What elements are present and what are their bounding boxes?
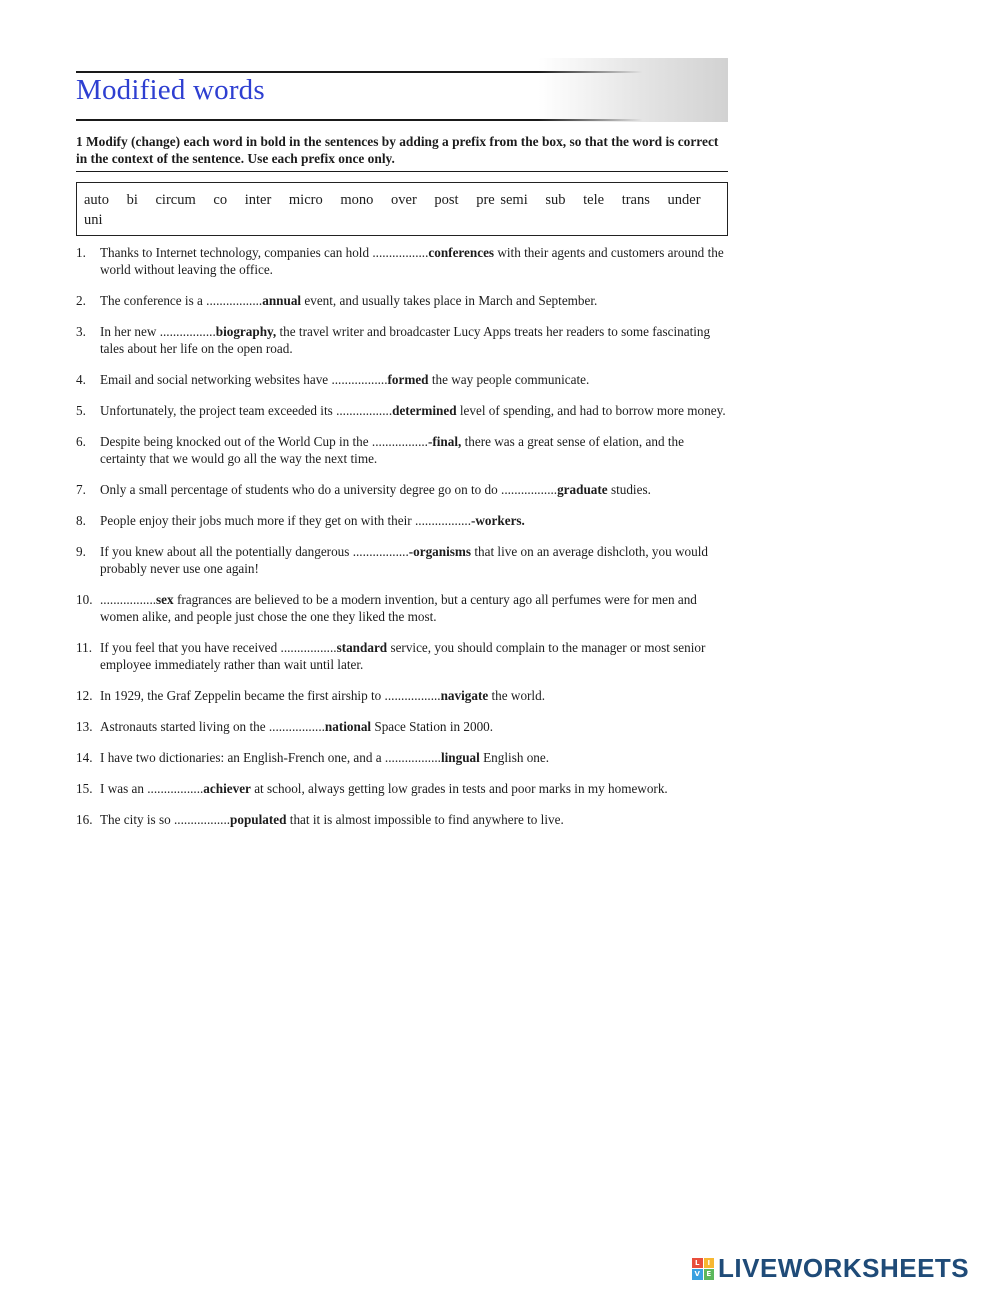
sentence-end: with their agents and customers around the world without leaving the office. bbox=[100, 245, 724, 277]
item-number: 7. bbox=[76, 482, 86, 497]
sentence-start: Email and social networking websites have bbox=[100, 372, 332, 387]
prefix-option: tele bbox=[583, 192, 605, 208]
prefix-option: post bbox=[434, 192, 459, 208]
liveworksheets-icon bbox=[692, 1258, 714, 1280]
sentence-start: Unfortunately, the project team exceeded its bbox=[100, 403, 337, 418]
item-number: 3. bbox=[76, 324, 86, 339]
exercise-item bbox=[76, 371, 728, 388]
sentence-start: I was an bbox=[100, 781, 148, 796]
answer-blank[interactable]: ................. bbox=[414, 513, 472, 528]
item-number: 15. bbox=[76, 781, 93, 796]
sentence-start: The city is so bbox=[100, 812, 174, 827]
prefix-option: mono bbox=[340, 192, 374, 208]
sentence-start: Only a small percentage of students who do a university degree go on to do bbox=[100, 482, 502, 497]
exercise-item bbox=[76, 749, 728, 766]
sentence-end: service, you should complain to the manager or most senior employee immediately rather than wait until later. bbox=[100, 640, 706, 672]
instructions: 1 Modify (change) each word in bold in the sentences by adding a prefix from the box, so that the word is correct in the context of the sentence. Use each prefix once only. bbox=[76, 133, 728, 172]
item-number: 6. bbox=[76, 434, 86, 449]
answer-blank[interactable]: ................. bbox=[384, 688, 441, 703]
target-word: sex bbox=[156, 592, 174, 607]
answer-blank[interactable]: ................. bbox=[206, 293, 263, 308]
item-number: 8. bbox=[76, 513, 86, 528]
sentence-start: People enjoy their jobs much more if they get on with their bbox=[100, 513, 415, 528]
prefix-option: auto bbox=[84, 192, 109, 208]
sentence-end: level of spending, and had to borrow more money. bbox=[456, 403, 726, 418]
sentence-end: fragrances are believed to be a modern invention, but a century ago all perfumes were for men and women alike, and people just chose the one they liked the most. bbox=[100, 592, 697, 624]
sentence-end: English one. bbox=[479, 750, 550, 765]
answer-blank[interactable]: ................. bbox=[331, 372, 388, 387]
target-word: -workers. bbox=[471, 513, 525, 528]
answer-blank[interactable]: ................. bbox=[147, 781, 204, 796]
answer-blank[interactable]: ................. bbox=[352, 544, 409, 559]
prefix-option: under bbox=[667, 192, 701, 208]
target-word: graduate bbox=[557, 482, 608, 497]
exercise-item bbox=[76, 512, 728, 529]
exercise-item bbox=[76, 780, 728, 797]
target-word: -organisms bbox=[408, 544, 472, 559]
sentence-end: studies. bbox=[607, 482, 651, 497]
prefix-option: pre semi bbox=[476, 192, 528, 208]
title-decoration bbox=[538, 58, 728, 122]
sentence-end: at school, always getting low grades in tests and poor marks in my homework. bbox=[250, 781, 668, 796]
exercise-item bbox=[76, 718, 728, 735]
prefix-option: sub bbox=[545, 192, 566, 208]
item-number: 11. bbox=[76, 640, 92, 655]
target-word: populated bbox=[230, 812, 287, 827]
target-word: biography, bbox=[215, 324, 277, 339]
item-number: 14. bbox=[76, 750, 93, 765]
logo-tile: I bbox=[704, 1258, 715, 1269]
exercise-item bbox=[76, 244, 728, 278]
sentence-start: In 1929, the Graf Zeppelin became the first airship to bbox=[100, 688, 385, 703]
exercise-item bbox=[76, 687, 728, 704]
answer-blank[interactable]: ................. bbox=[371, 434, 428, 449]
item-number: 4. bbox=[76, 372, 86, 387]
target-word: -final, bbox=[427, 434, 462, 449]
sentence-end: event, and usually takes place in March and September. bbox=[301, 293, 598, 308]
page-title: Modified words bbox=[76, 74, 265, 106]
prefix-box bbox=[76, 182, 728, 236]
sentence-start: I have two dictionaries: an English-French one, and a bbox=[100, 750, 385, 765]
exercise-item bbox=[76, 591, 728, 625]
answer-blank[interactable]: ................. bbox=[100, 592, 157, 607]
sentence-start: If you knew about all the potentially dangerous bbox=[100, 544, 353, 559]
answer-blank[interactable]: ................. bbox=[372, 245, 429, 260]
exercise-item bbox=[76, 323, 728, 357]
item-number: 16. bbox=[76, 812, 93, 827]
sentence-end: the world. bbox=[488, 688, 545, 703]
target-word: annual bbox=[262, 293, 302, 308]
prefix-option: circum bbox=[155, 192, 196, 208]
answer-blank[interactable]: ................. bbox=[159, 324, 216, 339]
prefix-option: micro bbox=[288, 192, 323, 208]
answer-blank[interactable]: ................. bbox=[280, 640, 337, 655]
worksheet bbox=[76, 58, 728, 842]
target-word: lingual bbox=[440, 750, 480, 765]
sentence-start: In her new bbox=[100, 324, 160, 339]
answer-blank[interactable]: ................. bbox=[336, 403, 393, 418]
item-number: 2. bbox=[76, 293, 86, 308]
answer-blank[interactable]: ................. bbox=[384, 750, 441, 765]
exercise-item bbox=[76, 292, 728, 309]
answer-blank[interactable]: ................. bbox=[268, 719, 325, 734]
sentence-start: The conference is a bbox=[100, 293, 207, 308]
exercise-item bbox=[76, 543, 728, 577]
sentence-end: Space Station in 2000. bbox=[371, 719, 494, 734]
sentence-end: that it is almost impossible to find anywhere to live. bbox=[286, 812, 564, 827]
title-bar bbox=[76, 71, 728, 121]
sentence-end: the travel writer and broadcaster Lucy Apps treats her readers to some fascinating tales about her life on the open road. bbox=[100, 324, 711, 356]
target-word: standard bbox=[336, 640, 388, 655]
item-number: 1. bbox=[76, 245, 86, 260]
answer-blank[interactable]: ................. bbox=[501, 482, 558, 497]
prefix-option: co bbox=[213, 192, 228, 208]
target-word: determined bbox=[392, 403, 457, 418]
sentence-start: If you feel that you have received bbox=[100, 640, 281, 655]
item-number: 10. bbox=[76, 592, 93, 607]
sentence-end: there was a great sense of elation, and the certainty that we would go all the way the next time. bbox=[100, 434, 684, 466]
brand-name: LIVEWORKSHEETS bbox=[718, 1253, 970, 1283]
exercise-list bbox=[76, 244, 728, 828]
logo-tile: L bbox=[692, 1258, 703, 1269]
target-word: conferences bbox=[428, 245, 495, 260]
prefix-option: trans bbox=[621, 192, 650, 208]
sentence-start: Thanks to Internet technology, companies can hold bbox=[100, 245, 373, 260]
item-number: 9. bbox=[76, 544, 86, 559]
sentence-start: Despite being knocked out of the World Cup in the bbox=[100, 434, 372, 449]
target-word: national bbox=[324, 719, 372, 734]
exercise-item bbox=[76, 433, 728, 467]
sentence-end: the way people communicate. bbox=[428, 372, 590, 387]
prefix-option: over bbox=[391, 192, 417, 208]
exercise-item bbox=[76, 811, 728, 828]
prefix-option: inter bbox=[244, 192, 272, 208]
target-word: formed bbox=[387, 372, 429, 387]
item-number: 12. bbox=[76, 688, 93, 703]
answer-blank[interactable]: ................. bbox=[174, 812, 231, 827]
brand-logo bbox=[692, 1253, 969, 1284]
target-word: achiever bbox=[203, 781, 251, 796]
item-number: 13. bbox=[76, 719, 93, 734]
sentence-end: that live on an average dishcloth, you would probably never use one again! bbox=[100, 544, 708, 576]
exercise-item bbox=[76, 481, 728, 498]
logo-tile: V bbox=[692, 1269, 703, 1280]
item-number: 5. bbox=[76, 403, 86, 418]
logo-tile: E bbox=[704, 1269, 715, 1280]
exercise-item bbox=[76, 639, 728, 673]
target-word: navigate bbox=[440, 688, 489, 703]
exercise-item bbox=[76, 402, 728, 419]
prefix-option: bi bbox=[126, 192, 138, 208]
prefix-option: uni bbox=[84, 212, 103, 228]
sentence-start: Astronauts started living on the bbox=[100, 719, 269, 734]
